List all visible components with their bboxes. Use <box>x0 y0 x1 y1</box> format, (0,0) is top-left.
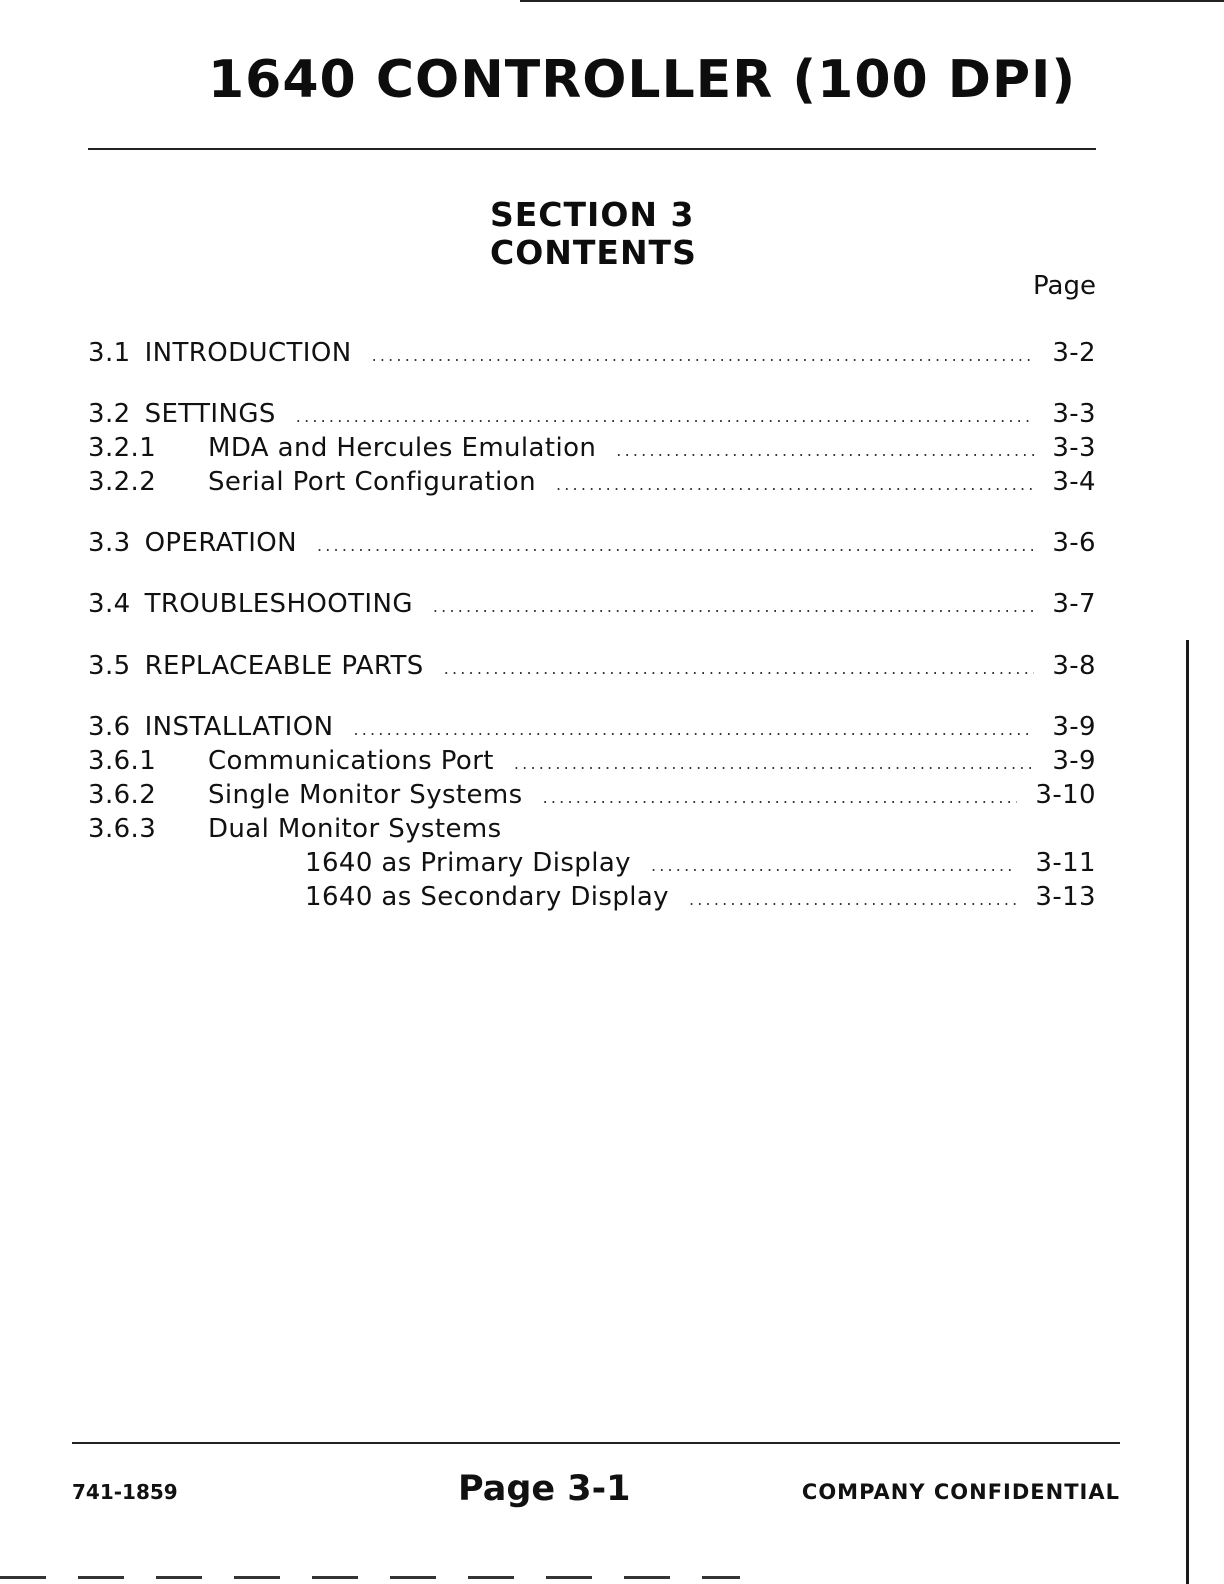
toc-entry-replaceable-parts[interactable] <box>88 649 1096 683</box>
toc-entry-number: 3.4 <box>88 589 131 619</box>
footer-divider <box>72 1442 1120 1444</box>
document-title: 1640 CONTROLLER (100 DPI) <box>208 50 1077 110</box>
toc-entry-communications-port[interactable] <box>88 744 1096 778</box>
toc-entry-title: REPLACEABLE PARTS <box>144 651 424 681</box>
section-subtitle: CONTENTS <box>490 233 697 272</box>
toc-entry-page: 3-6 <box>1052 528 1096 558</box>
toc-entry-single-monitor[interactable] <box>88 778 1096 812</box>
toc-entry-number: 3.6.2 <box>88 780 157 810</box>
toc-entry-title: Serial Port Configuration <box>208 467 536 497</box>
toc-entry-number: 3.2.2 <box>88 467 157 497</box>
toc-entry-title: INSTALLATION <box>144 712 334 742</box>
toc-entry-number: 3.1 <box>88 338 131 368</box>
toc-entry-mda-hercules[interactable] <box>88 431 1096 465</box>
toc-entry-number: 3.6 <box>88 712 131 742</box>
toc-entry-secondary-display[interactable] <box>88 880 1096 914</box>
toc-entry-page: 3-7 <box>1052 589 1096 619</box>
toc-entry-serial-port[interactable] <box>88 465 1096 499</box>
toc-entry-page: 3-11 <box>1035 848 1096 878</box>
scan-edge-marks <box>0 1576 740 1579</box>
toc-entry-title: Communications Port <box>208 746 494 776</box>
toc-entry-page: 3-9 <box>1052 746 1096 776</box>
toc-entry-page: 3-3 <box>1052 399 1096 429</box>
toc-entry-operation[interactable] <box>88 526 1096 560</box>
toc-entry-number: 3.6.3 <box>88 814 157 844</box>
toc-entry-title: 1640 as Primary Display <box>305 848 631 878</box>
toc-dot-leader <box>616 434 1034 468</box>
toc-entry-title: Single Monitor Systems <box>208 780 523 810</box>
toc-entry-title: INTRODUCTION <box>144 338 352 368</box>
footer-confidentiality-notice: COMPANY CONFIDENTIAL <box>801 1480 1120 1504</box>
toc-entry-page: 3-3 <box>1052 433 1096 463</box>
toc-entry-settings[interactable] <box>88 397 1096 431</box>
toc-entry-number: 3.3 <box>88 528 131 558</box>
section-heading <box>490 196 697 272</box>
toc-dot-leader <box>651 849 1017 883</box>
toc-dot-leader <box>514 747 1034 781</box>
footer-document-number: 741-1859 <box>72 1480 178 1504</box>
toc-dot-leader <box>296 400 1035 434</box>
toc-entry-page: 3-2 <box>1052 338 1096 368</box>
toc-entry-title: Dual Monitor Systems <box>208 814 502 844</box>
toc-entry-title: OPERATION <box>144 528 297 558</box>
toc-entry-installation[interactable] <box>88 710 1096 744</box>
toc-dot-leader <box>433 590 1034 624</box>
toc-entry-page: 3-8 <box>1052 651 1096 681</box>
header-divider <box>88 148 1096 150</box>
toc-entry-dual-monitor[interactable] <box>88 812 1096 846</box>
toc-entry-title: TROUBLESHOOTING <box>144 589 413 619</box>
toc-entry-title: SETTINGS <box>144 399 276 429</box>
toc-entry-troubleshooting[interactable] <box>88 587 1096 621</box>
toc-dot-leader <box>689 883 1017 917</box>
toc-entry-page: 3-9 <box>1052 712 1096 742</box>
toc-dot-leader <box>444 652 1035 686</box>
top-edge-rule <box>520 0 1224 2</box>
page-column-label: Page <box>1033 271 1096 301</box>
toc-entry-number: 3.2.1 <box>88 433 157 463</box>
toc-entry-page: 3-13 <box>1035 882 1096 912</box>
section-number: SECTION 3 <box>490 195 695 234</box>
toc-entry-number: 3.5 <box>88 651 131 681</box>
toc-entry-page: 3-10 <box>1035 780 1096 810</box>
toc-entry-title: 1640 as Secondary Display <box>305 882 669 912</box>
toc-dot-leader <box>372 339 1035 373</box>
toc-entry-number: 3.6.1 <box>88 746 157 776</box>
toc-dot-leader <box>556 468 1034 502</box>
toc-dot-leader <box>353 713 1034 747</box>
footer-page-number: Page 3-1 <box>458 1469 631 1509</box>
toc-entry-primary-display[interactable] <box>88 846 1096 880</box>
toc-dot-leader <box>317 529 1034 563</box>
binding-edge-line <box>1186 640 1189 1584</box>
toc-entry-number: 3.2 <box>88 399 131 429</box>
toc-dot-leader <box>543 781 1018 815</box>
toc-entry-introduction[interactable] <box>88 336 1096 370</box>
toc-entry-title: MDA and Hercules Emulation <box>208 433 597 463</box>
toc-entry-page: 3-4 <box>1052 467 1096 497</box>
